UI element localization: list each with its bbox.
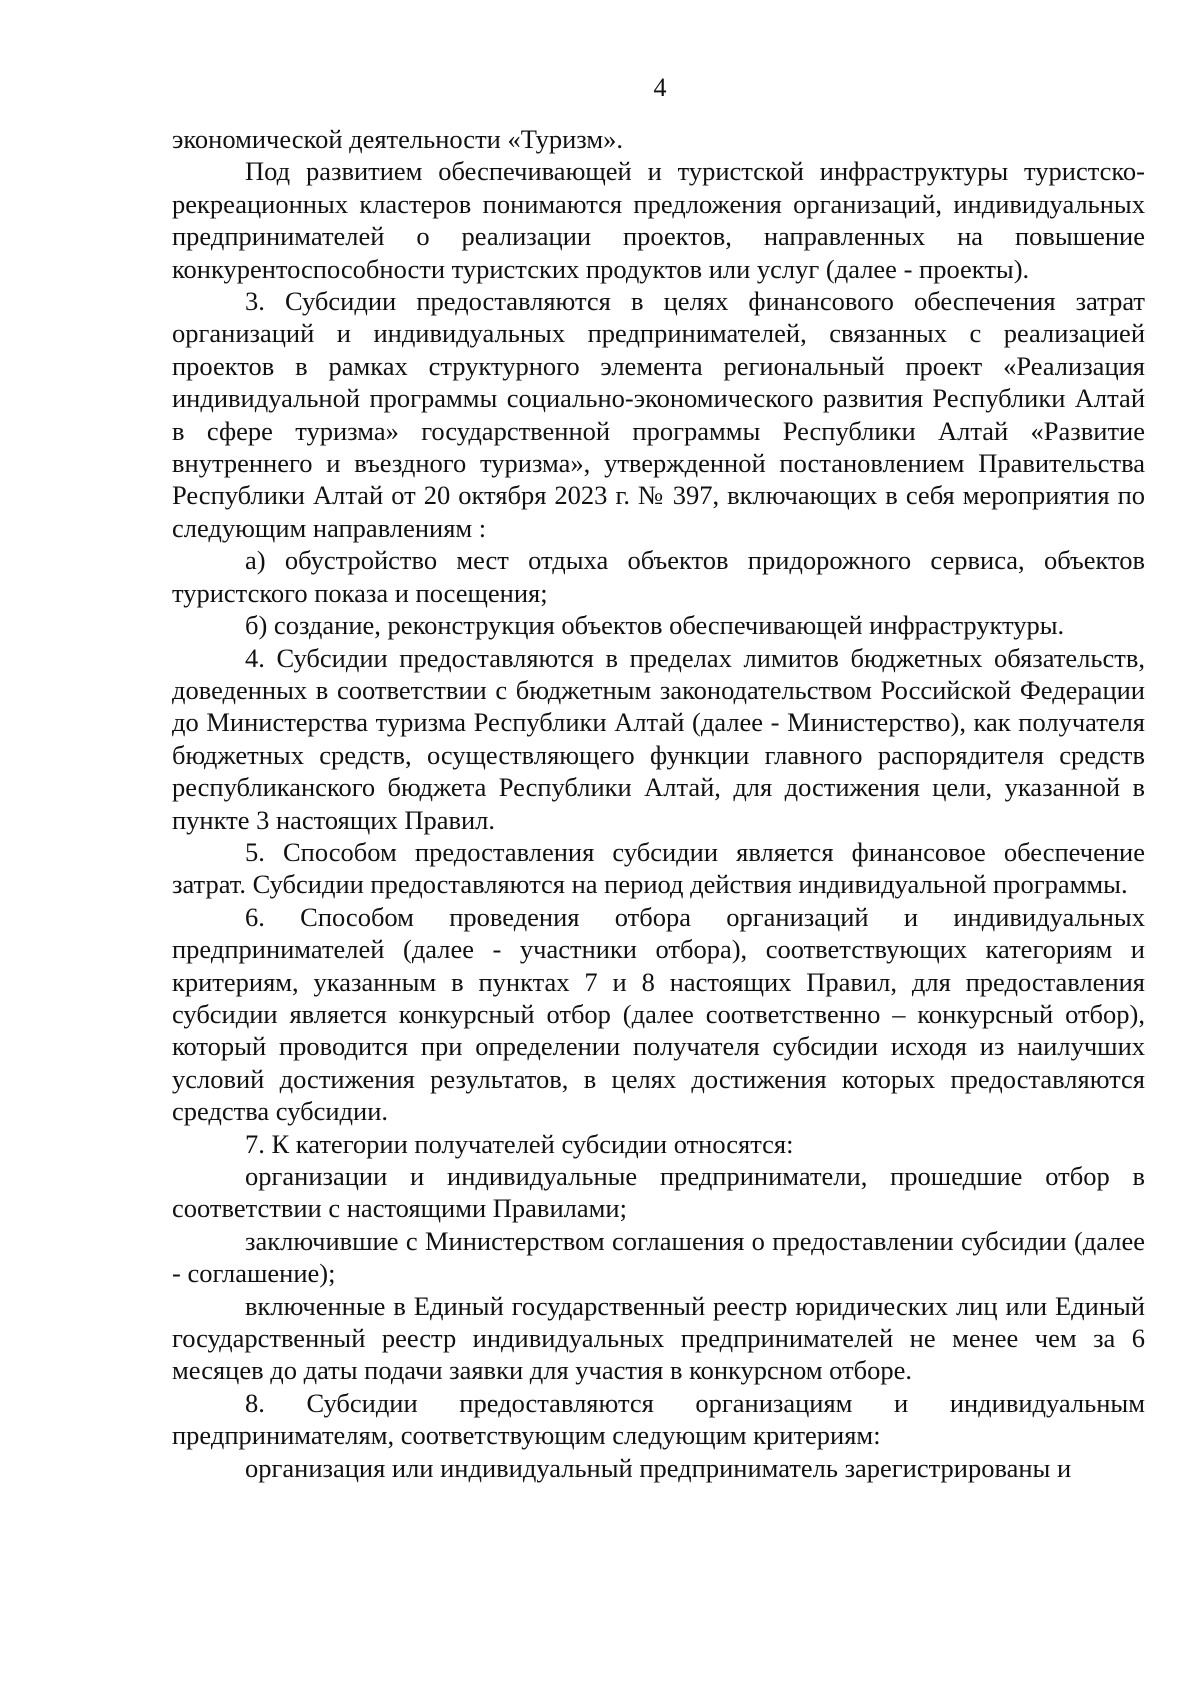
paragraph-clause-6: 6. Способом проведения отбора организаций и индивидуальных предпринимателей (далее - участники отбора), соответствующих категориям и критериям, указанным в пунктах 7 и 8 настоящих Правил, для предоставления субсидии является конкурсный отбор (далее соответственно – конкурсный отбор), который проводится при определении получателя субсидии исходя из наилучших условий достижения результатов, в целях достижения которых предоставляются средства субсидии.	[172, 901, 1145, 1127]
paragraph-clause-8: 8. Субсидии предоставляются организациям и индивидуальным предпринимателям, соответствующим следующим критериям:	[172, 1387, 1145, 1451]
paragraph-clause-3a: а) обустройство мест отдыха объектов придорожного сервиса, объектов туристского показа и посещения;	[172, 545, 1145, 608]
paragraph-continuation: экономической деятельности «Туризм».	[172, 124, 623, 154]
page-number: 4	[653, 73, 667, 102]
paragraph-clause-3b: б) создание, реконструкция объектов обеспечивающей инфраструктуры.	[245, 610, 1065, 641]
paragraph-clause-3: 3. Субсидии предоставляются в целях финансового обеспечения затрат организаций и индивидуальных предпринимателей, связанных с реализацией проектов в рамках структурного элемента региональный проект «Реализация индивидуальной программы социально-экономического развития Республики Алтай в сфере туризма» государственной программы Республики Алтай «Развитие внутреннего и въездного туризма», утвержденной постановлением Правительства Республики Алтай от 20 октября 2023 г. № 397, включающих в себя мероприятия по следующим направлениям :	[172, 286, 1145, 543]
paragraph-infrastructure-definition: Под развитием обеспечивающей и туристской инфраструктуры туристско-рекреационных кластеров понимаются предложения организаций, индивидуальных предпринимателей о реализации проектов, направленных на повышение конкурентоспособности туристских продуктов или услуг (далее - проекты).	[172, 156, 1145, 284]
paragraph-clause-7-item-3: включенные в Единый государственный реестр юридических лиц или Единый государственный реестр индивидуальных предпринимателей не менее чем за 6 месяцев до даты подачи заявки для участия в конкурсном отборе.	[172, 1290, 1145, 1386]
paragraph-clause-8-item-1: организация или индивидуальный предприниматель зарегистрированы и	[245, 1452, 1072, 1483]
paragraph-clause-4: 4. Субсидии предоставляются в пределах лимитов бюджетных обязательств, доведенных в соответствии с бюджетным законодательством Российской Федерации до Министерства туризма Республики Алтай (далее - Министерство), как получателя бюджетных средств, осуществляющего функции главного распорядителя средств республиканского бюджета Республики Алтай, для достижения цели, указанной в пункте 3 настоящих Правил.	[172, 642, 1145, 835]
document-body	[172, 123, 1145, 1484]
paragraph-clause-7-item-1: организации и индивидуальные предприниматели, прошедшие отбор в соответствии с настоящими Правилами;	[172, 1161, 1145, 1224]
paragraph-clause-5: 5. Способом предоставления субсидии является финансовое обеспечение затрат. Субсидии предоставляются на период действия индивидуальной программы.	[172, 836, 1145, 900]
paragraph-clause-7-item-2: заключившие с Министерством соглашения о предоставлении субсидии (далее - соглашение);	[172, 1225, 1145, 1289]
paragraph-clause-7: 7. К категории получателей субсидии относятся:	[245, 1128, 794, 1159]
